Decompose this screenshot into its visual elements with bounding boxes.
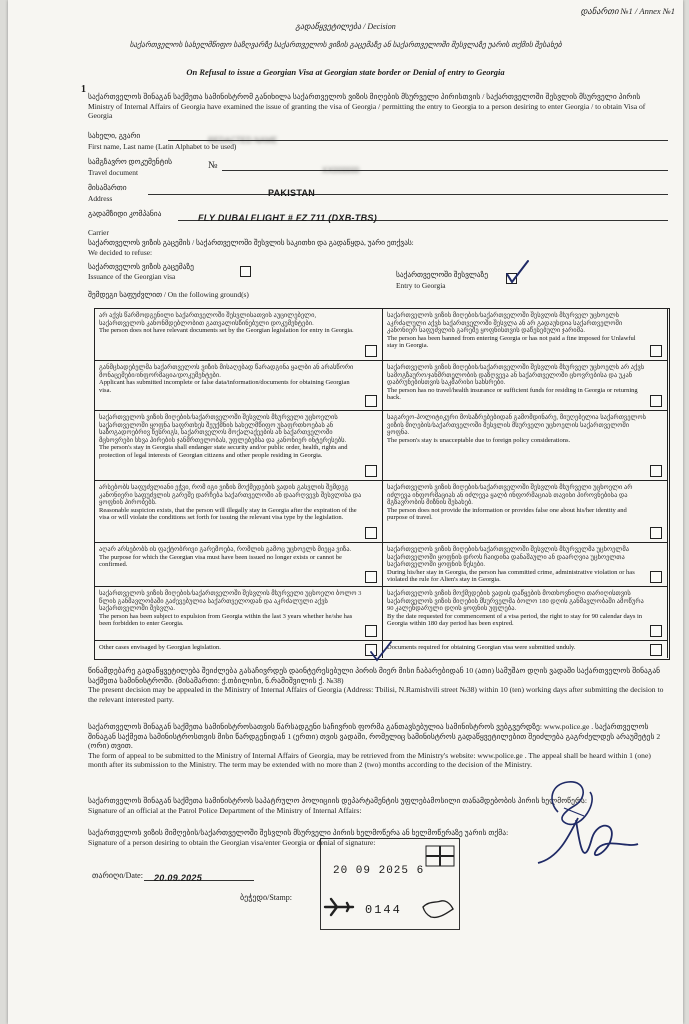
carrier-label-english: Carrier — [88, 228, 109, 237]
ground-checkbox[interactable] — [650, 345, 662, 357]
ground-text-georgian: განმცხადებელმა საქართველოს ვიზის მისაღებად წარადგინა ყალბი ან არასწორი მონაცემები/ინფორმაცია/დოკუმენტები. — [99, 364, 354, 379]
ground-text-georgian: საქართველოს ვიზის მიღების/საქართველოში შესვლის მსურველი უცხოელი ბოლო 3 წლის განმავლობაში გაძევებულია საქართველოდან და აკრძალული აქვს საქართველოში შესვლა. — [99, 590, 362, 613]
grounds-grid — [94, 308, 670, 660]
ground-text-georgian: საქართველოს ვიზის მიღების/საქართველოში შესვლის მსურველმა უცხოელმა საქართველოში ყოფნის დროს ჩაიდინა დანაშაული ან დაარღვია უცხოელთა საქართველოში ყოფნის წესები. — [387, 546, 630, 569]
official-signature-label — [88, 796, 608, 815]
address-line — [148, 183, 668, 198]
ground-checkbox[interactable] — [650, 395, 662, 407]
ground-text-georgian: საქართველოს ვიზის მიღების/საქართველოში შესვლის მსურველი უცხოელის საქართველოში ყოფნა საფრთხეს შეუქმნის სახელმწიფო უსაფრთხოებას ან საზოგადოებრივ წესრიგს, საქართველოს მოქალაქეების ან საქართველოში მცხოვრები სხვა პირების ჯანმრთელობას, უფლებებსა და კანონიერ ინტერესებს. — [99, 414, 347, 444]
address-label-georgian: მისამართი — [88, 183, 127, 192]
official-signature-english: Signature of an official at the Patrol Police Department of the Ministry of Internal Affairs: — [88, 805, 362, 815]
ground-text-georgian: არ აქვს წარმოდგენილი საქართველოში შესვლისათვის აუცილებელი, საქართველოს კანონმდებლობით გათვალისწინებული დოკუმენტები. — [99, 312, 317, 327]
appeal-1-georgian: წინამდებარე გადაწყვეტილება შეიძლება გასაჩივრდეს დაინტერესებული პირის მიერ მისი ჩაბარებიდან 10 (ათი) სამუშაო დღის ვადაში საქართველოს შინაგან საქმეთა სამინისტროში. (მისამართი: ქ.თბილისი, ნ.რამიშვილის ქ. №38) — [88, 666, 661, 685]
ground-text-georgian: საქართველოს ვიზის მიღების/საქართველოში შესვლის მსურველ უცხოელს არ აქვს სამოგზაურო/ჯანმრთელობის დაზღვევა ან საქართველოში ცხოვრებისა და უკან დაბრუნებისთვის საკმარისი სახსრები. — [387, 364, 645, 387]
title-georgian: საქართველოს სახელმწიფო საზღვარზე საქართველოს ვიზის გაცემაზე ან საქართველოში შესვლაზე უარის თქმის შესახებ — [129, 40, 562, 49]
airplane-icon — [323, 897, 357, 917]
ground-text-english: Other cases envisaged by Georgian legislation. — [99, 644, 221, 651]
ground-text-georgian: საგარეო-პოლიტიკური მოსაზრებებიდან გამომდინარე, მიუღებელია საქართველოს ვიზის მიღების/საქართველოში შესვლის მსურველი უცხოელის საქართველოში ყოფნა. — [387, 414, 646, 437]
entry-option-english: Entry to Georgia — [396, 281, 446, 290]
visa-option-georgian: საქართველოს ვიზის გაცემაზე — [88, 262, 194, 271]
ground-text-english: Applicant has submitted incomplete or false data/information/documents for obtaining Georgian visa. — [99, 379, 350, 394]
grounds-label-english: On the following ground(s) — [167, 290, 249, 299]
grounds-label-georgian: შემდეგი საფუძვლით — [88, 290, 163, 299]
ground-checkbox[interactable] — [650, 571, 662, 583]
decision-heading: გადაწყვეტილება / Decision — [295, 22, 396, 31]
person-signature-georgian: საქართველოს ვიზის მიმღების/საქართველოში შესვლის მსურველი პირის ხელმოწერა ან ხელმოწერაზე უარის თქმა: — [88, 828, 509, 837]
carrier-value: FLY DUBAI FLIGHT # FZ 711 (DXB-TBS) — [198, 213, 378, 223]
ground-text-english: By the date requested for commencement of a visa period, the right to stay for 90 calendar days in Georgia within 180 day period has been expired. — [387, 612, 643, 628]
section-number: 1 — [81, 84, 86, 95]
ground-checkbox[interactable] — [650, 527, 662, 539]
flag-icon — [425, 845, 455, 867]
ground-text-georgian: აღარ არსებობს ის ფაქტობრივი გარემოება, რომლის გამოც უცხოელს მიეცა ვიზა. — [99, 546, 352, 553]
ground-cell — [95, 641, 383, 658]
ground-checkbox[interactable] — [365, 345, 377, 357]
name-label-georgian: სახელი, გვარი — [88, 131, 141, 140]
ground-checkbox[interactable] — [365, 527, 377, 539]
ground-cell — [383, 411, 668, 481]
official-signature-georgian: საქართველოს შინაგან საქმეთა სამინისტროს საპატრულო პოლიციის დეპარტამენტის უფლებამოსილი თანამდებობის პირის ხელმოწერა: — [88, 796, 587, 805]
appeal-paragraph-2 — [88, 722, 668, 770]
ground-text-english: The person has been subject to expulsion from Georgia within the last 3 years whether he/she has been forbidden to enter Georgia. — [99, 612, 353, 628]
ground-text-english: The person has no travel/health insurance or sufficient funds for residing in Georgia or returning back. — [387, 386, 638, 402]
carrier-label-georgian: გადამზიდი კომპანია — [88, 209, 162, 218]
decided-georgian: საქართველოს ვიზის გაცემის / საქართველოში შესვლის საკითხი და გადაწყდა, უარი ეთქვას: — [88, 238, 414, 247]
ground-cell — [95, 481, 383, 543]
ground-checkbox[interactable] — [365, 625, 377, 637]
date-line — [144, 868, 254, 881]
ground-checkbox-other-checked[interactable] — [365, 644, 377, 656]
date-label: თარიღი/Date: — [92, 871, 143, 880]
ground-text-english: Reasonable suspicion exists, that the person will illegally stay in Georgia after the expiration of the visa or will violate the conditions set forth for issuing the relevant visa type by the legislation. — [99, 506, 357, 522]
ground-checkbox[interactable] — [365, 571, 377, 583]
ground-cell — [95, 543, 383, 587]
ground-text-georgian: არსებობს საფუძვლიანი ეჭვი, რომ იგი ვიზის მოქმედების ვადის გასვლის შემდეგ კანონიერი საფუძვლის გარეშე დარჩება საქართველოში ან დაარღვევს შესვლისა და ყოფნის პირობებს. — [99, 484, 362, 507]
appeal-1-english: The present decision may be appealed in the Ministry of Internal Affairs of Georgia (Address: Tbilisi, N.Ramishvili street №38) within 10 (ten) working days after submitting the decision to the relevant interested party. — [88, 685, 664, 704]
ground-text-georgian: საქართველოს ვიზის მოქმედების ვადის დაწყების მოთხოვნილი თარიღისთვის საქართველოს ვიზის მიღების მსურველმა ბოლო 180 დღის განმავლობაში ამოწურა 90 კალენდარული დღის ყოფნის უფლება. — [387, 590, 644, 613]
doc-label-english: Travel document — [88, 168, 139, 177]
person-signature-english: Signature of a person desiring to obtain the Georgian visa/enter Georgia or denial of signature: — [88, 837, 376, 847]
ground-checkbox[interactable] — [650, 644, 662, 656]
date-value: 20.09.2025 — [154, 873, 203, 883]
ground-cell — [95, 411, 383, 481]
ground-checkbox[interactable] — [365, 395, 377, 407]
appeal-2-georgian: საქართველოს შინაგან საქმეთა სამინისტროსათვის წარსადგენი საჩივრის ფორმა განთავსებულია სამინისტროს ვებგვერდზე: www.police.ge . საქართველოს შინაგან საქმეთა სამინისტროსთვის მისი წარდგენიდან 1 (ერთი) თვის ვადაში, რომელიც სამინისტროს გადაწყვეტილებით შეიძლება გაგრძელდეს არაუმეტეს 2 (ორი) თვით. — [88, 722, 661, 751]
intro-georgian: საქართველოს შინაგან საქმეთა სამინისტრომ განიხილა საქართველოს ვიზის მიღების მსურველი პირისთვის / საქართველოში შესვლის მსურველი პირის — [88, 92, 641, 101]
visa-option-english: Issuance of the Georgian visa — [88, 272, 176, 281]
doc-label-georgian: სამგზავრო დოკუმენტის — [88, 157, 173, 166]
ground-text-english: The person does not have relevant documents set by the Georgian legislation for entry in Georgia. — [99, 327, 354, 335]
ground-text-english: The person's stay is unacceptable due to foreign policy considerations. — [387, 436, 571, 444]
name-line — [168, 130, 668, 145]
title-english: On Refusal to issue a Georgian Visa at Georgian state border or Denial of entry to Georgia — [186, 67, 505, 77]
annex-label: დანართი №1 / Annex №1 — [580, 6, 675, 16]
ground-text-english: Documents required for obtaining Georgian visa were submitted unduly. — [387, 644, 576, 651]
ground-cell — [383, 587, 668, 641]
decided-english: We decided to refuse: — [88, 248, 153, 257]
grounds-label: შემდეგი საფუძვლით / On the following ground(s) — [88, 290, 249, 299]
border-stamp — [320, 838, 460, 930]
ground-text-english: The purpose for which the Georgian visa must have been issued no longer exists or cannot be confirmed. — [99, 553, 342, 569]
name-value: REDACTED NAME — [208, 136, 278, 145]
ground-cell — [383, 481, 668, 543]
ground-cell — [383, 641, 668, 658]
ground-cell — [95, 587, 383, 641]
ground-cell — [95, 361, 383, 411]
intro-paragraph — [88, 92, 668, 121]
ground-text-english: The person has been banned from entering Georgia or has not paid a fine imposed for Unlawful stay in Georgia. — [387, 334, 636, 350]
doc-line — [222, 160, 668, 175]
decision-form-page — [8, 0, 683, 1024]
ground-checkbox[interactable] — [365, 465, 377, 477]
ground-text-english: During his/her stay in Georgia, the person has committed crime, administrative violation or has violated the rule for Alien's stay in Georgia. — [387, 568, 635, 584]
address-label-english: Address — [88, 194, 113, 203]
ground-cell — [383, 543, 668, 587]
georgia-map-icon — [421, 897, 455, 923]
entry-refusal-checkbox[interactable] — [506, 273, 517, 284]
ground-checkbox[interactable] — [650, 465, 662, 477]
address-value: PAKISTAN — [268, 188, 316, 198]
ground-text-english: The person does not provide the information or provides false one about his/her identity and purpose of travel. — [387, 506, 627, 522]
appeal-paragraph-1 — [88, 666, 668, 704]
carrier-line — [178, 208, 668, 221]
stamp-label: ბეჭედი/Stamp: — [240, 893, 292, 902]
visa-refusal-checkbox[interactable] — [240, 266, 251, 277]
appeal-2-english: The form of appeal to be submitted to the Ministry of Internal Affairs of Georgia, may be retrieved from the Ministry's website: www.police.ge . The appeal shall be heard within 1 (one) month after its submission to the Ministry. The term may be extended with no more than 2 (two) months according to the decision of the Ministry. — [88, 750, 651, 770]
intro-english: Ministry of Internal Affairs of Georgia have examined the issue of granting the visa of Georgia / permitting the entry to Georgia to a person desiring to enter Georgia / to obtain Visa of Georgia — [88, 101, 646, 121]
ground-text-georgian: საქართველოს ვიზის მიღების/საქართველოში შესვლის მსურველი უცხოელი არ იძლევა ინფორმაციას ან იძლევა ყალბ ინფორმაციას თავისი პიროვნებისა და მგზავრობის მიზნის შესახებ. — [387, 484, 633, 507]
ground-cell — [383, 361, 668, 411]
ground-text-english: The person's stay in Georgia shall endanger state security and/or public order, health, rights and protection of legal interests of Georgian citizens and other people residing in Georgia. — [99, 444, 348, 459]
ground-cell — [383, 309, 668, 361]
stamp-date: 20 09 2025 6 — [333, 865, 425, 877]
ground-cell — [95, 309, 383, 361]
entry-option-georgian: საქართველოში შესვლაზე — [396, 270, 488, 279]
name-label-english: First name, Last name (Latin Alphabet to be used) — [88, 142, 237, 151]
doc-value: XX000000 — [322, 166, 360, 175]
ground-checkbox[interactable] — [650, 625, 662, 637]
stamp-code: 0144 — [365, 903, 402, 917]
doc-number-sign: № — [208, 160, 218, 171]
ground-text-georgian: საქართველოს ვიზის მიღების/საქართველოში შესვლის მსურველ უცხოელს აკრძალული აქვს საქართველოში შესვლა ან არ გადაუხდია საქართველოში კანონიერ საფუძვლის გარეშე ყოფნისთვის დაწესებული ჯარიმა. — [387, 312, 623, 335]
